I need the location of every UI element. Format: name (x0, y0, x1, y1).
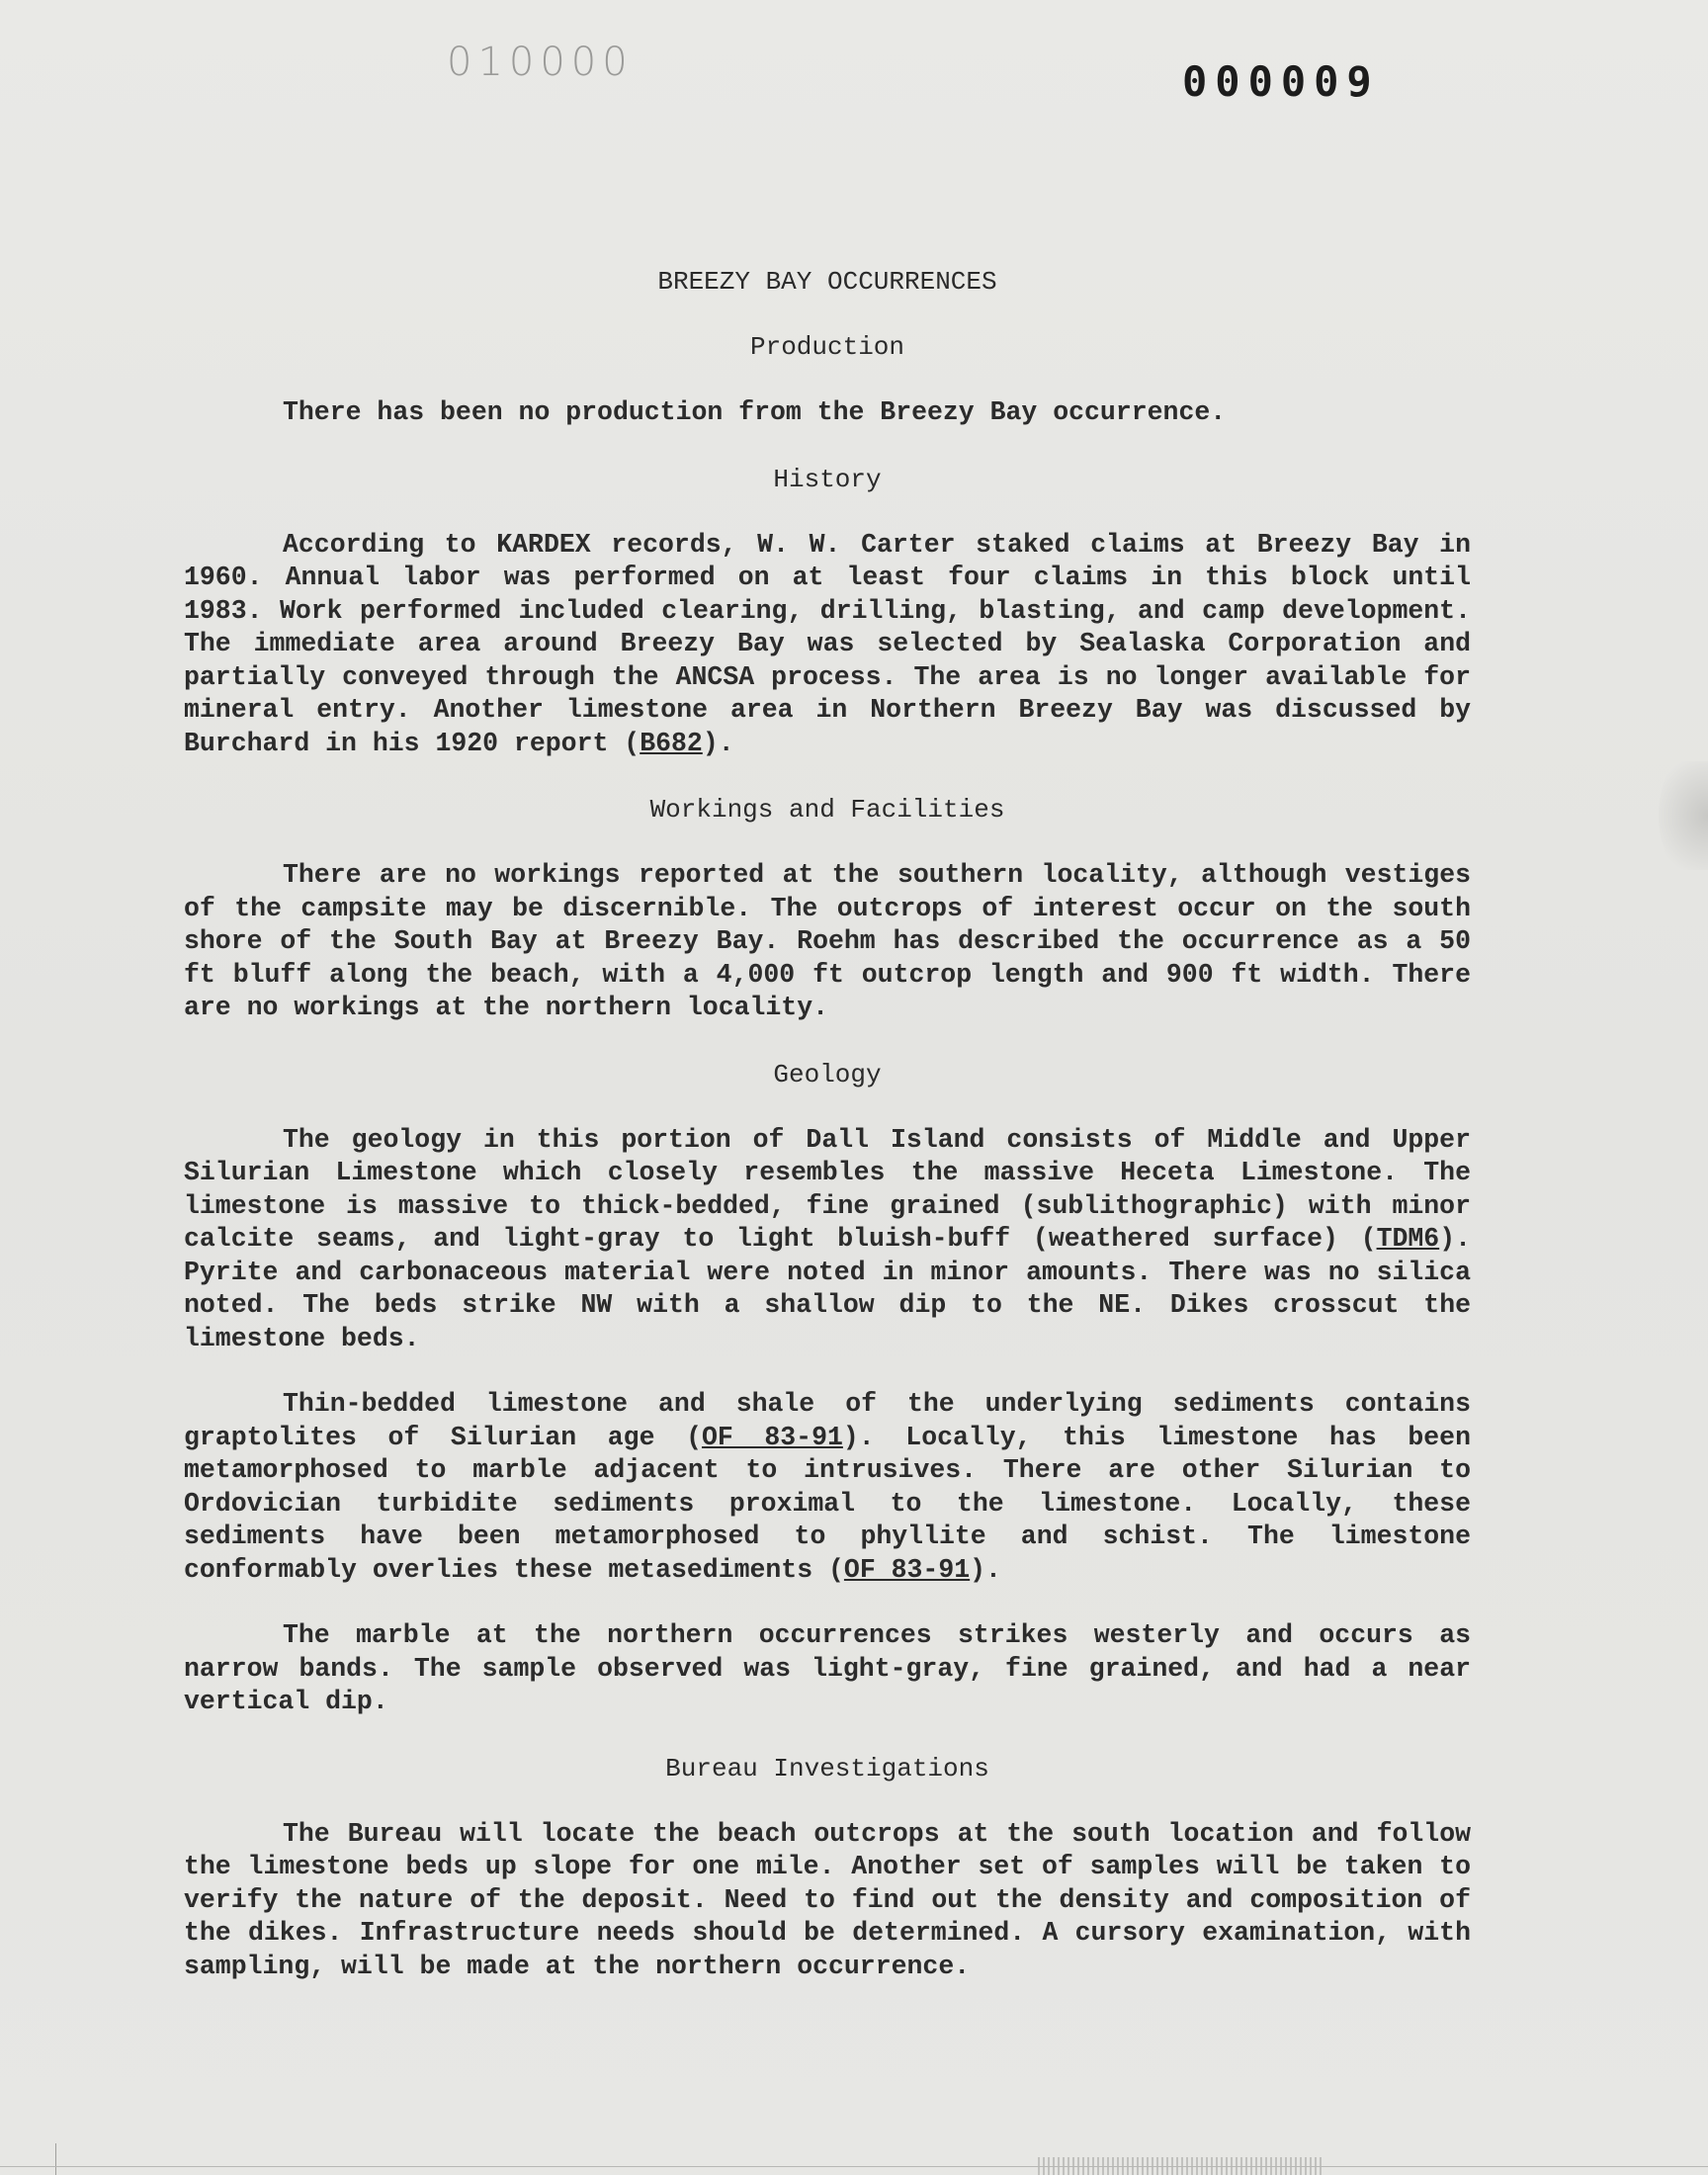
geology-1-text-b: ). Pyrite and carbonaceous material were noted in minor amounts. There was no silica noted. The beds strike NW with a shallow dip to the NE. Dikes crosscut the limestone beds. (184, 1224, 1471, 1353)
document-body (184, 265, 1471, 1983)
heading-geology: Geology (773, 1059, 882, 1089)
geology-1-text-a: The geology in this portion of Dall Island consists of Middle and Upper Silurian Limestone which closely resembles the massive Heceta Limestone. The limestone is massive to thick-bedded, fine grained (sublithographic) with minor calcite seams, and light-gray to light bluish-buff (weathered surface) ( (184, 1124, 1471, 1254)
paragraph-geology-1 (184, 1124, 1471, 1356)
history-text-a: According to KARDEX records, W. W. Carter staked claims at Breezy Bay in 1960. Annual labor was performed on at least four claims in this block until 1983. Work performed included clearing, drilling, blasting, and camp development. The immediate area around Breezy Bay was selected by Sealaska Corporation and partially conveyed through the ANCSA process. The area is no longer available for mineral entry. Another limestone area in Northern Breezy Bay was discussed by Burchard in his 1920 report ( (184, 529, 1471, 758)
geology-2-text-b: ). Locally, this limestone has been metamorphosed to marble adjacent to intrusives. There are other Silurian to Ordovician turbidite sediments proximal to the limestone. Locally, these sediments have been metamorphosed to phyllite and schist. The limestone conformably overlies these metasediments ( (184, 1422, 1471, 1585)
document-title: BREEZY BAY OCCURRENCES (657, 267, 997, 297)
page-number-stamp: 000009 (1182, 57, 1380, 106)
heading-history: History (773, 464, 882, 494)
paragraph-history (184, 529, 1471, 761)
page-stamp-faint: 010000 (447, 40, 634, 85)
reference-of-83-91-first: OF 83-91 (701, 1422, 843, 1452)
paragraph-geology-3: The marble at the northern occurrences strikes westerly and occurs as narrow bands. The sample observed was light-gray, fine grained, and had a near vertical dip. (184, 1620, 1471, 1716)
paragraph-geology-2 (184, 1388, 1471, 1587)
geology-2-text-c: ). (970, 1554, 1001, 1585)
heading-bureau: Bureau Investigations (665, 1753, 989, 1784)
history-text-b: ). (702, 728, 734, 758)
paragraph-bureau: The Bureau will locate the beach outcrops at the south location and follow the limestone beds up slope for one mile. Another set of samples will be taken to verify the nature of the deposit. Need to find out the density and composition of the dikes. Infrastructure needs should be determined. A cursory examination, with sampling, will be made at the northern occurrence. (184, 1818, 1471, 1981)
heading-workings: Workings and Facilities (649, 795, 1005, 825)
reference-of-83-91-second: OF 83-91 (843, 1554, 971, 1585)
paragraph-workings: There are no workings reported at the southern locality, although vestiges of the campsite may be discernible. The outcrops of interest occur on the south shore of the South Bay at Breezy Bay. Roehm has described the occurrence as a 50 ft bluff along the beach, with a 4,000 ft outcrop length and 900 ft width. There are no workings at the northern locality. (184, 860, 1471, 1022)
geology-2-text-a: Thin-bedded limestone and shale of the underlying sediments contains graptolites of Silurian age ( (184, 1389, 1471, 1452)
reference-tdm6: TDM6 (1376, 1224, 1440, 1254)
scan-smudge (1659, 761, 1708, 870)
scan-edge-mark (55, 2143, 56, 2175)
scan-bottom-edge (0, 2166, 1708, 2167)
heading-production: Production (749, 332, 905, 362)
paragraph-production: There has been no production from the Breezy Bay occurrence. (283, 397, 1227, 427)
reference-b682: B682 (640, 728, 703, 758)
